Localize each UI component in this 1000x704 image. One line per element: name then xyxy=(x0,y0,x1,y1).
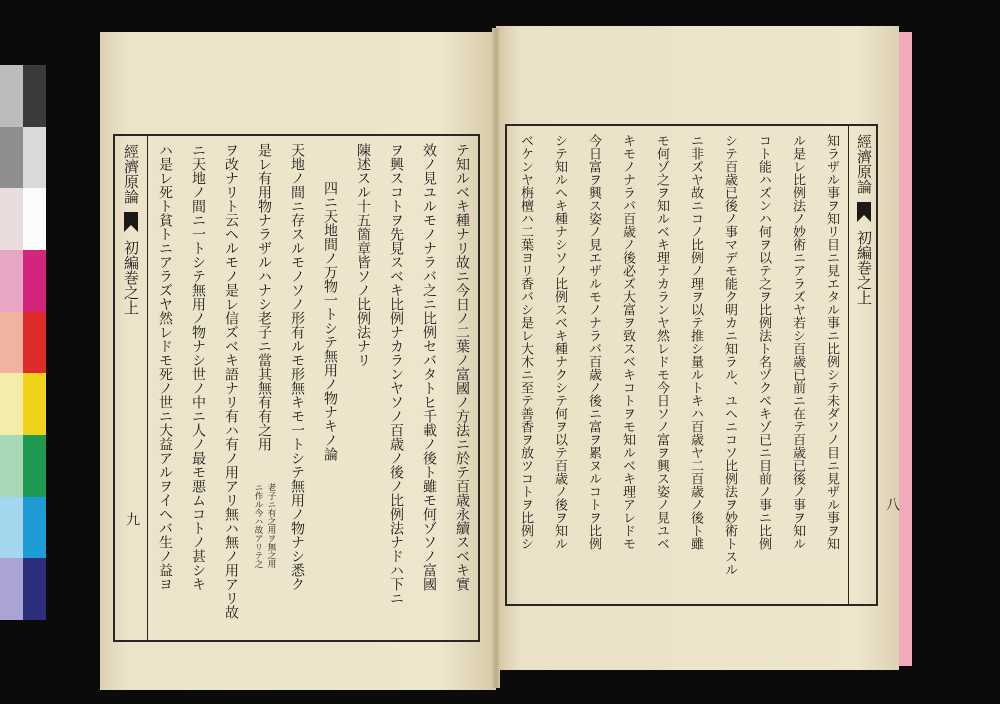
fish-tail-mark xyxy=(124,212,138,232)
right-header-divider xyxy=(848,124,849,606)
text-column: ハ是レ死ト貧トニアラズヤ然レドモ死ノ世ニ大益アルヲイヘバ生ノ益ヨ xyxy=(157,143,173,591)
text-column: ヲ興スコトヲ先見スベキ比例ナカランヤソノ百歳ノ後ノ比例法ナドハ下ニ xyxy=(388,143,404,605)
text-column: シテ知ルヘキ種ナシソノ比例スベキ種ナクシテ何ヲ以テ百歳ノ後ヲ知ル xyxy=(552,134,567,550)
text-column: コト能ハズンハ何ヲ以テ之ヲ比例法ト名ヅクベキゾ已ニ目前ノ事ニ比例 xyxy=(756,134,771,550)
calibration-patch xyxy=(23,250,46,312)
calibration-patch xyxy=(23,188,46,250)
page-edge xyxy=(899,32,912,666)
text-column: キモノナラバ百歳ノ後必ズ大富ヲ致スベキコトヲモ知ルベキ理アレドモ xyxy=(620,134,635,550)
color-calibration-strip xyxy=(0,65,46,620)
calibration-patch xyxy=(0,250,23,312)
calibration-patch xyxy=(0,435,23,497)
calibration-patch xyxy=(23,65,46,127)
book-title: 經濟原論 xyxy=(122,144,140,204)
calibration-patch xyxy=(0,497,23,559)
calibration-patch xyxy=(23,127,46,189)
calibration-patch xyxy=(0,312,23,374)
text-column: ベケンヤ栴檀ハ二葉ヨリ香バシ是レ大木ニ至テ善香ヲ放ツコトヲ比例シ xyxy=(518,134,533,550)
text-column: 天地ノ間ニ存スルモノソノ形有ルモ形無キモ一トシテ無用ノ物ナシ悉ク xyxy=(289,143,305,591)
book-gutter xyxy=(492,28,500,688)
calibration-patch xyxy=(0,188,23,250)
text-column: ヲ改ナリト云ヘルモノ是レ信ズベキ語ナリ有ハ有ノ用アリ無ハ無ノ用アリ故 xyxy=(223,143,239,619)
calibration-patch xyxy=(23,558,46,620)
volume-label: 初編巻之上 xyxy=(855,230,873,305)
calibration-patch xyxy=(0,127,23,189)
calibration-patch xyxy=(23,435,46,497)
volume-label: 初編巻之上 xyxy=(122,240,140,315)
text-column: 知ラザル事ヲ知リ目ニ見エタル事ニ比例シテ未ダソノ目ニ見ザル事ヲ知 xyxy=(824,134,839,550)
calibration-patch xyxy=(23,497,46,559)
text-column-with-note xyxy=(247,143,280,633)
note-line: ニ作ル今ハ故アリテ之 xyxy=(253,483,263,568)
text-column: ニ天地ノ間ニ一トシテ無用ノ物ナシ世ノ中ニ人ノ最モ悪ムコトノ甚シキ xyxy=(190,143,206,591)
text-column: 陳述スル十五箇章皆ソノ比例法ナリ xyxy=(355,143,371,367)
calibration-patch xyxy=(23,312,46,374)
right-page-header xyxy=(850,134,878,594)
text-column: ル是レ比例法ノ妙術ニアラズヤ若シ百歳已前ニ在テ百歳已後ノ事ヲ知ル xyxy=(790,134,805,550)
calibration-patch xyxy=(0,373,23,435)
calibration-patch xyxy=(23,373,46,435)
fish-tail-mark xyxy=(857,202,871,222)
text-column: 今日富ヲ興ス姿ノ見エザルモノナラバ百歳ノ後ニ富ヲ累ヌルコトヲ比例 xyxy=(586,134,601,550)
right-page-text xyxy=(508,134,848,600)
text-column: ニ非ズヤ故ニコノ比例ノ理ヲ以テ推シ量ルトキハ百歳ヤ二百歳ノ後ト雖 xyxy=(688,134,703,550)
left-page-header xyxy=(116,144,146,494)
page-number: 九 xyxy=(124,512,140,526)
text-column: モ何ゾ之ヲ知ルベキ理ナカランヤ然レドモ今日ソノ富ヲ興ス姿ノ見ユベ xyxy=(654,134,669,550)
text-column: テ知ルベキ種ナリ故ニ今日ノ二葉ノ富國ノ方法ニ於テ百歳永續スベキ實 xyxy=(454,143,470,591)
left-page-text xyxy=(148,143,478,633)
interlinear-note xyxy=(251,483,277,623)
text-column: シテ百歳已後ノ事マデモ能ク明カニ知ラル、ユヘニコソ比例法ヲ妙術トスル xyxy=(722,134,737,576)
book-title: 經濟原論 xyxy=(855,134,873,194)
note-line: 老子ニ有之用ヲ無之用 xyxy=(266,483,276,568)
page-number: 八 xyxy=(884,497,900,511)
text-column: 效ノ見ユルモノナラバ之ニ比例セバタトヒ千載ノ後ト雖モ何ゾソノ富國 xyxy=(421,143,437,591)
section-heading: 四ニ天地間ノ万物一トシテ無用ノ物ナキノ論 xyxy=(322,181,338,461)
text-column-main: 是レ有用物ナラザルハナシ老子ニ當其無有有之用 xyxy=(256,143,272,451)
calibration-patch xyxy=(0,65,23,127)
calibration-patch xyxy=(0,558,23,620)
